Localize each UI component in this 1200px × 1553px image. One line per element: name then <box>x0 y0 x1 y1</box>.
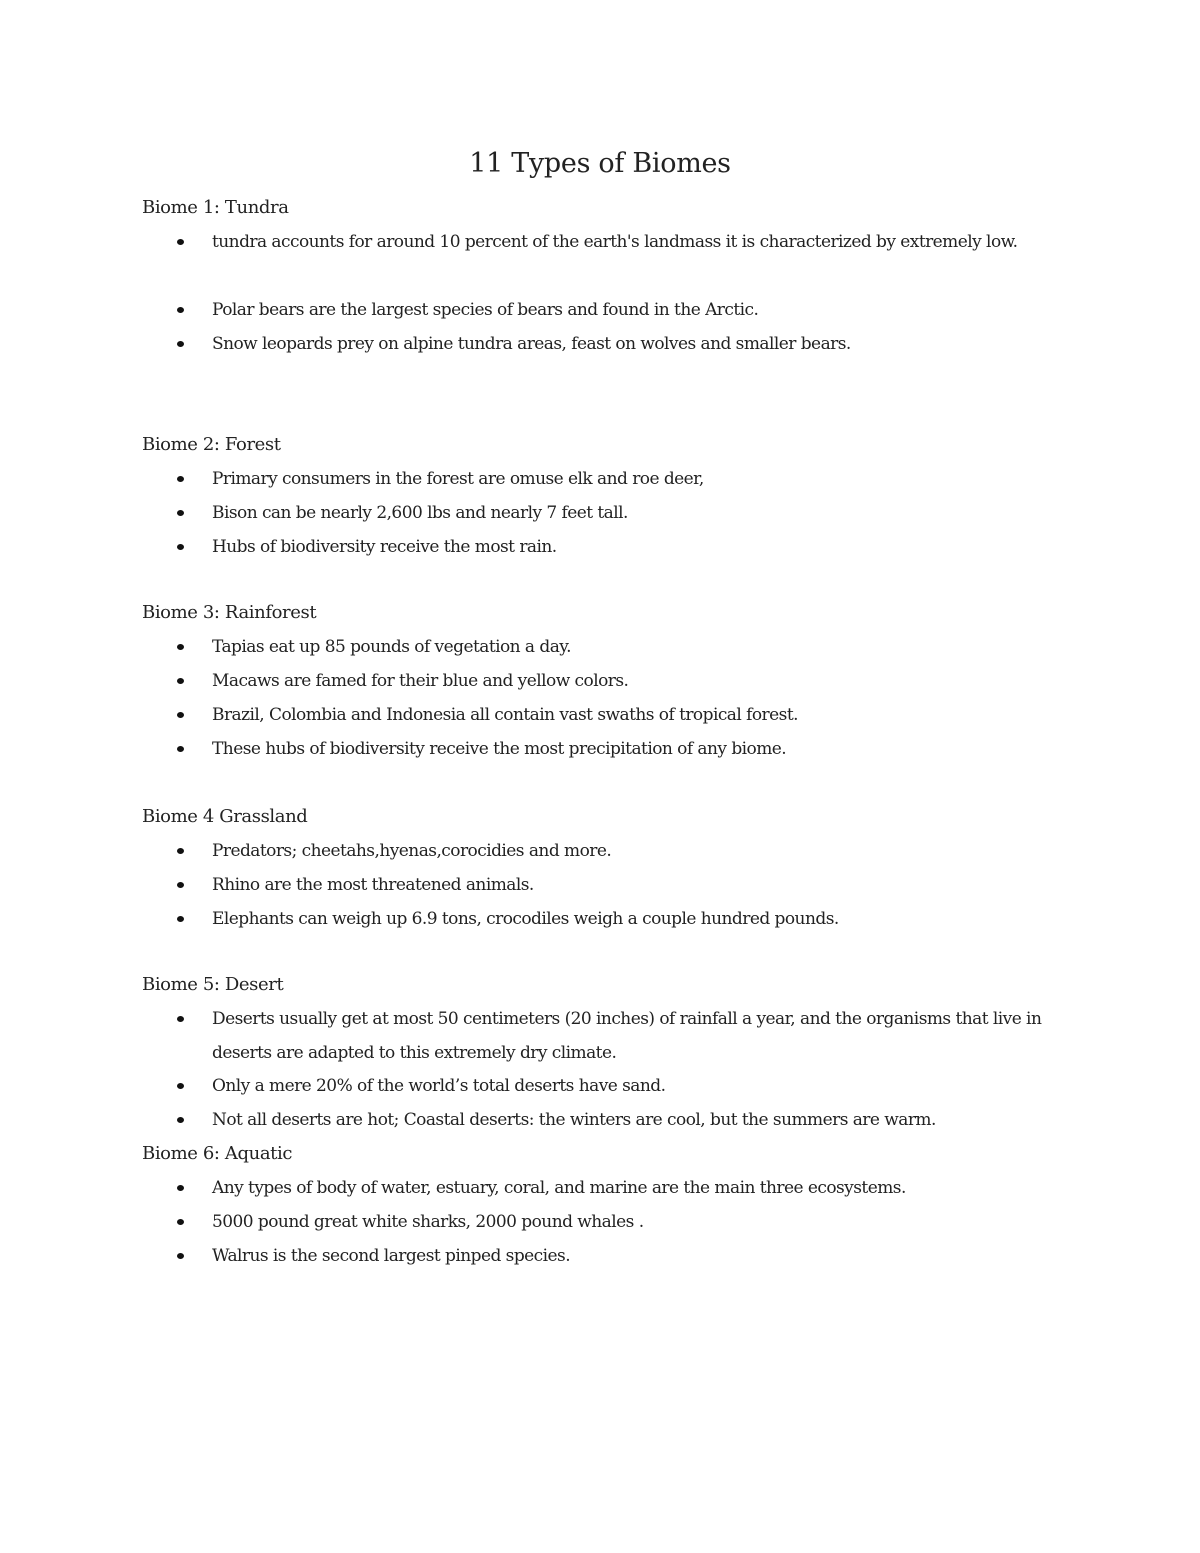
section-heading-desert: Biome 5: Desert <box>142 974 284 995</box>
list-item: Only a mere 20% of the world’s total deserts have sand. <box>212 1069 1042 1103</box>
list-item: Rhino are the most threatened animals. <box>212 868 1042 902</box>
list-item: Deserts usually get at most 50 centimeters (20 inches) of rainfall a year, and the organisms that live in deserts are adapted to this extremely dry climate. <box>212 1002 1042 1070</box>
bullet-icon <box>177 644 184 650</box>
bullet-icon <box>177 476 184 482</box>
list-item: Tapias eat up 85 pounds of vegetation a day. <box>212 630 1042 664</box>
bullet-icon <box>177 544 184 550</box>
section-heading-aquatic: Biome 6: Aquatic <box>142 1143 293 1164</box>
list-item: Brazil, Colombia and Indonesia all contain vast swaths of tropical forest. <box>212 698 1042 732</box>
bullet-icon <box>177 1117 184 1123</box>
list-item: Snow leopards prey on alpine tundra areas, feast on wolves and smaller bears. <box>212 327 1042 361</box>
list-item: Primary consumers in the forest are omuse elk and roe deer, <box>212 462 1042 496</box>
section-heading-grassland: Biome 4 Grassland <box>142 806 308 827</box>
list-item: Hubs of biodiversity receive the most rain. <box>212 530 1042 564</box>
bullet-icon <box>177 712 184 718</box>
list-item: tundra accounts for around 10 percent of the earth's landmass it is characterized by extremely low. <box>212 225 1042 259</box>
bullet-icon <box>177 510 184 516</box>
list-item: Elephants can weigh up 6.9 tons, crocodiles weigh a couple hundred pounds. <box>212 902 1042 936</box>
list-item: Bison can be nearly 2,600 lbs and nearly 7 feet tall. <box>212 496 1042 530</box>
bullet-icon <box>177 1219 184 1225</box>
list-item: Polar bears are the largest species of bears and found in the Arctic. <box>212 293 1042 327</box>
bullet-icon <box>177 678 184 684</box>
bullet-icon <box>177 746 184 752</box>
bullet-icon <box>177 882 184 888</box>
list-item: Predators; cheetahs,hyenas,corocidies and more. <box>212 834 1042 868</box>
bullet-icon <box>177 916 184 922</box>
bullet-icon <box>177 1083 184 1089</box>
list-item: Macaws are famed for their blue and yellow colors. <box>212 664 1042 698</box>
section-heading-tundra: Biome 1: Tundra <box>142 197 289 218</box>
section-heading-forest: Biome 2: Forest <box>142 434 281 455</box>
bullet-icon <box>177 848 184 854</box>
list-item: Walrus is the second largest pinped species. <box>212 1239 1042 1273</box>
bullet-icon <box>177 239 184 245</box>
bullet-icon <box>177 1016 184 1022</box>
list-item: Any types of body of water, estuary, coral, and marine are the main three ecosystems. <box>212 1171 1042 1205</box>
bullet-icon <box>177 307 184 313</box>
bullet-icon <box>177 1185 184 1191</box>
bullet-icon <box>177 1253 184 1259</box>
list-item: These hubs of biodiversity receive the most precipitation of any biome. <box>212 732 1042 766</box>
bullet-icon <box>177 341 184 347</box>
page-title: 11 Types of Biomes <box>469 148 731 179</box>
list-item: 5000 pound great white sharks, 2000 pound whales . <box>212 1205 1042 1239</box>
section-heading-rainforest: Biome 3: Rainforest <box>142 602 317 623</box>
list-item: Not all deserts are hot; Coastal deserts: the winters are cool, but the summers are warm. <box>212 1103 1042 1137</box>
